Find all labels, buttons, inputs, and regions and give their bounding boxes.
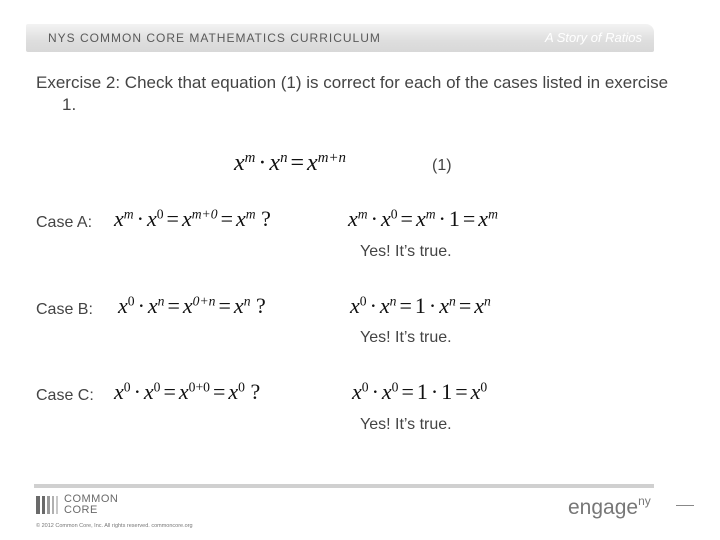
case-a-question: $x^m \cdot x^0 = x^{m+0} = x^m$ ? (114, 206, 271, 231)
case-c-label: Case C: (36, 387, 94, 404)
engageny-logo: engage$^{ny}$ (568, 494, 651, 519)
case-b-result: Yes! It’s true. (360, 329, 452, 346)
common-core-logo (36, 494, 136, 518)
common-core-wordmark: COMMON CORE (64, 493, 119, 516)
equation-number: (1) (432, 157, 452, 174)
footer-divider (34, 484, 654, 488)
case-c-result: Yes! It’s true. (360, 416, 452, 433)
case-c-check: $x^0 \cdot x^0 = 1 \cdot 1 = x^0$ (352, 379, 488, 404)
case-a-result: Yes! It’s true. (360, 243, 452, 260)
main-equation: $x^m \cdot x^n = x^{m+n}$ (234, 150, 346, 177)
case-b-label: Case B: (36, 301, 93, 318)
curriculum-title: NYS COMMON CORE MATHEMATICS CURRICULUM (48, 31, 381, 45)
page-dash (676, 505, 694, 506)
case-a-label: Case A: (36, 214, 93, 231)
common-core-bars-icon (36, 496, 60, 514)
exercise-prompt: Exercise 2: Check that equation (1) is correct for each of the cases listed in exercise 1. (36, 73, 669, 114)
case-a-check: $x^m \cdot x^0 = x^m \cdot 1 = x^m$ (348, 206, 498, 231)
case-b-check: $x^0 \cdot x^n = 1 \cdot x^n = x^n$ (350, 293, 491, 318)
copyright-notice: © 2012 Common Core, Inc. All rights reserved. commoncore.org (36, 523, 193, 529)
case-b-question: $x^0 \cdot x^n = x^{0+n} = x^n$ ? (118, 293, 266, 318)
case-c-question: $x^0 \cdot x^0 = x^{0+0} = x^0$ ? (114, 379, 261, 404)
module-title: A Story of Ratios (544, 30, 642, 45)
